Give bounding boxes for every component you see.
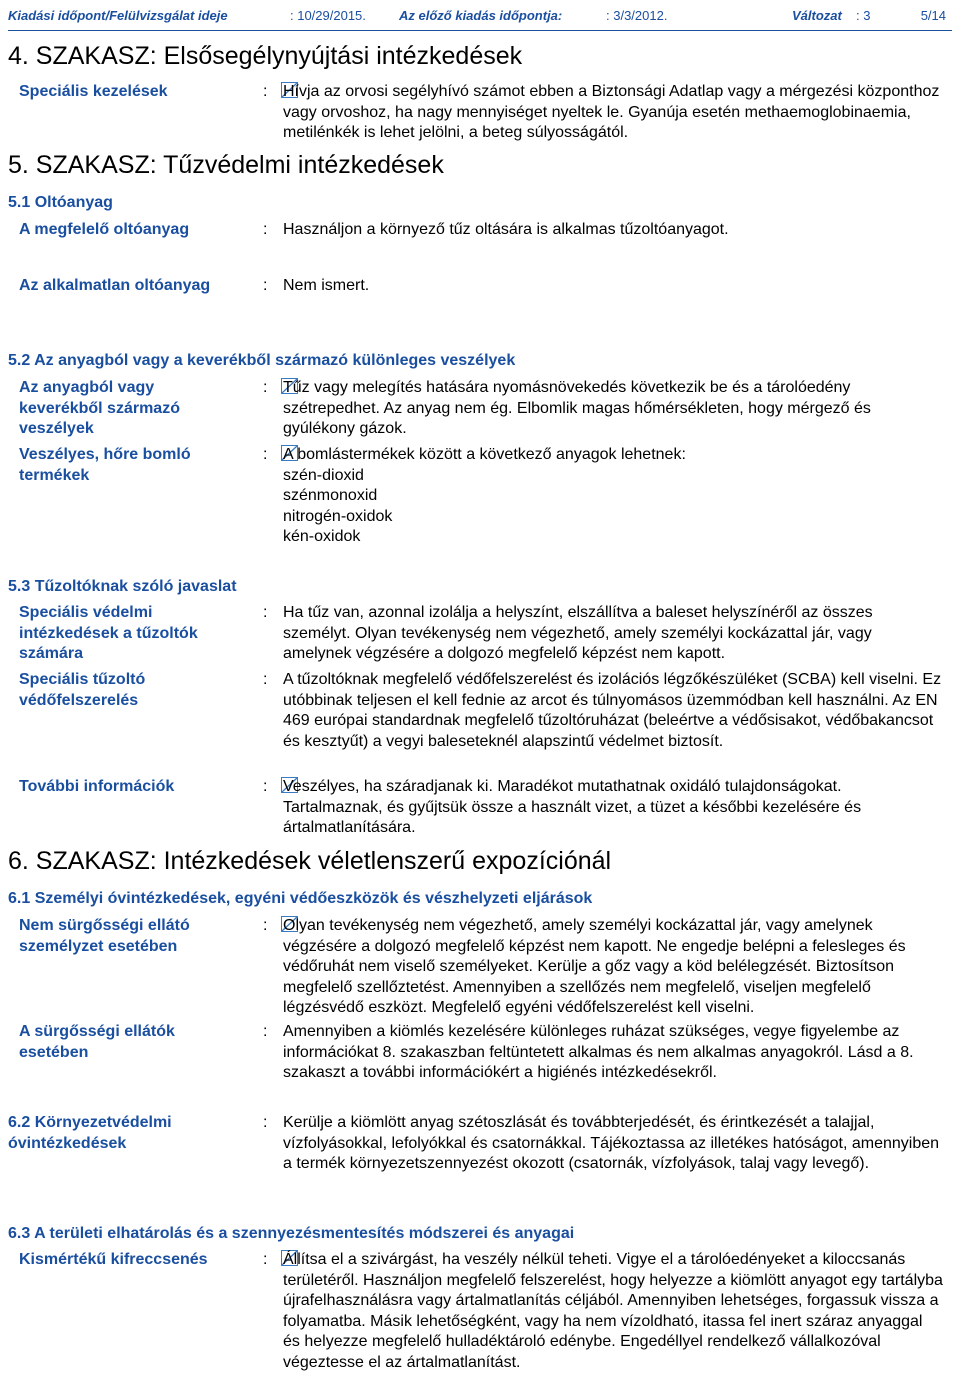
unsuitable-media-label: Az alkalmatlan oltóanyag — [19, 277, 211, 294]
decomposition-line: kén-oxidok — [283, 528, 361, 545]
unsuitable-media-text: Nem ismert. — [283, 277, 370, 294]
emergency-responders-label: A sürgősségi ellátók esetében — [19, 1023, 175, 1061]
decomposition-label: Veszélyes, hőre bomló termékek — [19, 446, 191, 484]
section-4-title: 4. SZAKASZ: Elsősegélynyújtási intézkedések — [8, 42, 523, 70]
small-spill-label: Kismértékű kifreccsenés — [19, 1251, 208, 1268]
colon: : — [263, 917, 268, 934]
environmental-precautions-label: 6.2 Környezetvédelmi óvintézkedések — [8, 1114, 172, 1152]
subsection-5-1: 5.1 Oltóanyag — [8, 194, 113, 211]
protective-equipment-label: Speciális tűzoltó védőfelszerelés — [19, 671, 146, 709]
subsection-6-3: 6.3 A területi elhatárolás és a szennyezésmentesítés módszerei és anyagai — [8, 1225, 575, 1242]
further-info-label: További információk — [19, 778, 175, 795]
suitable-media-label: A megfelelő oltóanyag — [19, 221, 190, 238]
version-label: Változat — [792, 8, 842, 23]
colon: : — [263, 83, 268, 100]
subsection-5-3: 5.3 Tűzoltóknak szóló javaslat — [8, 578, 237, 595]
non-emergency-text: Olyan tevékenység nem végezhető, amely személyi kockázattal jár, vagy amelynek végzésére a dolgozó megfelelő képzést nem kapott. Ne engedje belépni a felesleges és védőruhát nem viselő személyeket. Kerülje a gőz vagy a köd belélegzését. Biztosítson megfelelő szellőztetést. Amennyiben a szellőzés nem megfelelő, viseljen megfelelő légzésvédő eszközt. Megfelelő egyéni védőfelszerelést kell viselni. — [283, 917, 906, 1016]
colon: : — [263, 1114, 268, 1131]
decomposition-list — [283, 445, 943, 548]
colon: : — [263, 604, 268, 621]
colon: : — [263, 277, 268, 294]
previous-issue-label: Az előző kiadás időpontja: — [399, 8, 563, 23]
decomposition-line: szénmonoxid — [283, 487, 378, 504]
environmental-precautions-text: Kerülje a kiömlött anyag szétoszlását és továbbterjedését, és érintkezését a talajjal, vízfolyásokkal, lefolyókkal és csatornákkal. Tájékoztassa az illetékes hatóságot, amennyiben a termék környezetszennyezést okozott (csatornák, vízfolyások, talaj vagy levegő). — [283, 1114, 940, 1172]
colon: : — [263, 1251, 268, 1268]
page-number: 5/14 — [920, 8, 946, 23]
hazards-label: Az anyagból vagy keverékből származó veszélyek — [19, 379, 180, 437]
decomposition-line: nitrogén-oxidok — [283, 507, 393, 525]
colon: : — [263, 778, 268, 795]
header-rule — [8, 30, 952, 31]
subsection-5-2: 5.2 Az anyagból vagy a keverékből származó különleges veszélyek — [8, 352, 516, 369]
section-6-title: 6. SZAKASZ: Intézkedések véletlenszerű expozíciónál — [8, 847, 612, 875]
section-5-title: 5. SZAKASZ: Tűzvédelmi intézkedések — [8, 151, 444, 179]
revision-header — [8, 8, 946, 26]
version-value: : 3 — [856, 8, 871, 23]
firefighter-measures-text: Ha tűz van, azonnal izolálja a helyszínt, elszállítva a baleset helyszínéről az összes személyt. Olyan tevékenység nem végezhető, amely személyi kockázattal jár, vagy amelynek végzésére a dolgozó megfelelő képzést nem kapott. — [283, 604, 873, 662]
suitable-media-text: Használjon a környező tűz oltására is alkalmas tűzoltóanyagot. — [283, 221, 729, 238]
colon: : — [263, 1023, 268, 1040]
protective-equipment-text: A tűzoltóknak megfelelő védőfelszerelést és izolációs légzőkészüléket (SCBA) kell viselni. Ez utóbbinak teljesen el kell fednie az arcot és túlnyomásos üzemmódban kell használni. Az EN 469 európai standardnak megfelelő tűzoltóruházat (beleértve a védősisakot, védőbakancsot és kesztyűt) a vegyi baleseteknél alapszintű védelmet biztosít. — [283, 671, 942, 750]
subsection-6-1: 6.1 Személyi óvintézkedések, egyéni védőeszközök és vészhelyzeti eljárások — [8, 890, 593, 907]
previous-issue-value: : 3/3/2012. — [606, 8, 668, 23]
issue-date-label: Kiadási időpont/Felülvizsgálat ideje — [8, 8, 228, 23]
colon: : — [263, 221, 268, 238]
special-treatment-text: Hívja az orvosi segélyhívó számot ebben a Biztonsági Adatlap vagy a mérgezési központhoz vagy orvoshoz, ha nagy mennyiséget nyeltek le. Gyanúja esetén methaemoglobinaemia, metilénkék is lehet jelölni, a beteg súlyosságától. — [283, 83, 940, 141]
colon: : — [263, 379, 268, 396]
decomposition-line: A bomlástermékek között a következő anyagok lehetnek: — [283, 446, 686, 463]
issue-date-value: : 10/29/2015. — [290, 8, 366, 23]
decomposition-line: szén-dioxid — [283, 466, 364, 484]
colon: : — [263, 446, 268, 463]
special-treatment-label: Speciális kezelések — [19, 83, 168, 100]
firefighter-measures-label: Speciális védelmi intézkedések a tűzoltók számára — [19, 604, 198, 662]
hazards-text: Tűz vagy melegítés hatására nyomásnövekedés következik be és a tárolóedény szétrepedhet. Az anyag nem ég. Elbomlik magas hőmérsékleten, hogy mérgező és gyúlékony gázok. — [283, 379, 871, 437]
further-info-text: Veszélyes, ha száradjanak ki. Maradékot mutathatnak oxidáló tulajdonságokat. Tartalmaznak, és gyűjtsük össze a használt vizet, a tüzet a későbbi kezelésére és ártalmatlanítására. — [283, 778, 862, 836]
emergency-responders-text: Amennyiben a kiömlés kezelésére különleges ruházat szükséges, vegye figyelembe az információkat 8. szakaszban feltüntetett alkalmas és nem alkalmas anyagokról. Lásd a 8. szakaszt a további információkért a higiénés intézkedésekről. — [283, 1023, 914, 1081]
non-emergency-label: Nem sürgősségi ellátó személyzet esetében — [19, 917, 190, 955]
small-spill-text: Állítsa el a szivárgást, ha veszély nélkül teheti. Vigye el a tárolóedényeket a kiloccsanás területéről. Használjon megfelelő felszerelést, hogy helyezze a kiömlött anyagot egy tartályba újrafelhasználásra vagy ártalmatlanítás céljából. Amennyiben lehetséges, forgassuk vissza a folyamatba. Másik lehetőségként, vagy ha nem vízoldható, itassa fel inert száraz anyaggal és helyezze megfelelő hulladéktároló edénybe. Engedéllyel rendelkező vállalkozóval végeztesse el az ártalmatlanítást. — [283, 1251, 943, 1371]
colon: : — [263, 671, 268, 688]
